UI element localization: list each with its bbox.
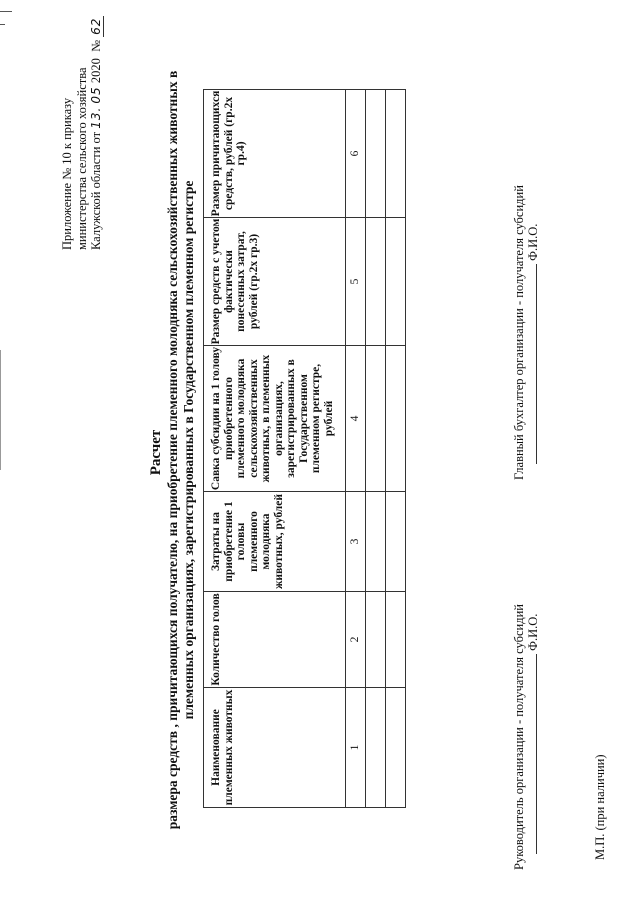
header-cell-actual-costs: Размер средств с учетом фактически понесенных затрат, рублей (гр.2х гр.3) xyxy=(204,218,346,346)
table-number-row xyxy=(346,90,366,808)
header-cell-head-count: Количество голов xyxy=(204,592,346,688)
accountant-fio: Ф.И.О. xyxy=(526,223,540,261)
handwritten-day: 13. xyxy=(89,106,103,129)
table-cell xyxy=(366,688,386,808)
table-cell xyxy=(386,90,406,218)
header-number-label: № xyxy=(89,39,103,52)
document-title: Расчет xyxy=(148,429,164,476)
table-cell xyxy=(386,218,406,346)
handwritten-number: 62 xyxy=(89,17,103,35)
header-line-2: министерства сельского хозяйства xyxy=(74,67,89,250)
head-signature-block xyxy=(512,604,540,870)
header-cell-animal-name: Наименование племенных животных xyxy=(204,688,346,808)
head-fio: Ф.И.О. xyxy=(526,613,540,651)
table-cell xyxy=(386,492,406,592)
head-signature-label: Руководитель организации - получателя субсидий xyxy=(512,604,526,870)
table-cell xyxy=(366,492,386,592)
header-line-1: Приложение № 10 к приказу xyxy=(60,97,74,250)
table-row xyxy=(386,90,406,808)
scan-mark xyxy=(0,11,12,12)
accountant-signature-label: Главный бухгалтер организации - получателя субсидий xyxy=(512,185,526,480)
header-date-prefix: Калужской области от xyxy=(89,131,103,250)
header-cell-due-amount: Размер причитающихся средств, рублей (гр.2х гр.4) xyxy=(204,90,346,218)
column-number: 4 xyxy=(346,346,366,492)
table-cell xyxy=(386,688,406,808)
column-number: 2 xyxy=(346,592,366,688)
header-line-3 xyxy=(89,0,104,250)
column-number: 6 xyxy=(346,90,366,218)
table-cell xyxy=(366,346,386,492)
table-row xyxy=(366,90,386,808)
column-number: 1 xyxy=(346,688,366,808)
head-signature-line xyxy=(526,604,540,870)
accountant-signature-line xyxy=(526,185,540,480)
scan-mark xyxy=(0,24,5,25)
accountant-signature-block xyxy=(512,185,540,480)
handwritten-month: 05 xyxy=(89,86,103,104)
subtitle-line-1: размера средств , причитающихся получателю, на приобретение племенного молодняка сельскохозяйственных животных в xyxy=(165,70,180,830)
header-year: 2020 xyxy=(89,58,103,84)
table-cell xyxy=(386,346,406,492)
table-cell xyxy=(366,218,386,346)
header-cell-subsidy-rate: Савка субсидии на 1 голову приобретенного племенного молодняка сельскохозяйственных животных, в племенных организациях, зарегистрированных в Государственном племенном регистре, рублей xyxy=(204,346,346,492)
subtitle-line-2: племенных организациях, зарегистрированных в Государственном племенном регистре xyxy=(180,180,196,720)
scan-mark xyxy=(0,350,1,470)
header-cell-cost-per-head: Затраты на приобретение 1 головы племенного молодняка животных, рублей xyxy=(204,492,346,592)
stamp-place: М.П. (при наличии) xyxy=(593,754,607,860)
table-cell xyxy=(366,592,386,688)
table-header-row xyxy=(204,90,346,808)
column-number: 5 xyxy=(346,218,366,346)
document-subtitle xyxy=(165,55,196,845)
attachment-header xyxy=(60,0,104,250)
column-number: 3 xyxy=(346,492,366,592)
table-cell xyxy=(386,592,406,688)
calculation-table xyxy=(203,89,406,808)
table-cell xyxy=(366,90,386,218)
